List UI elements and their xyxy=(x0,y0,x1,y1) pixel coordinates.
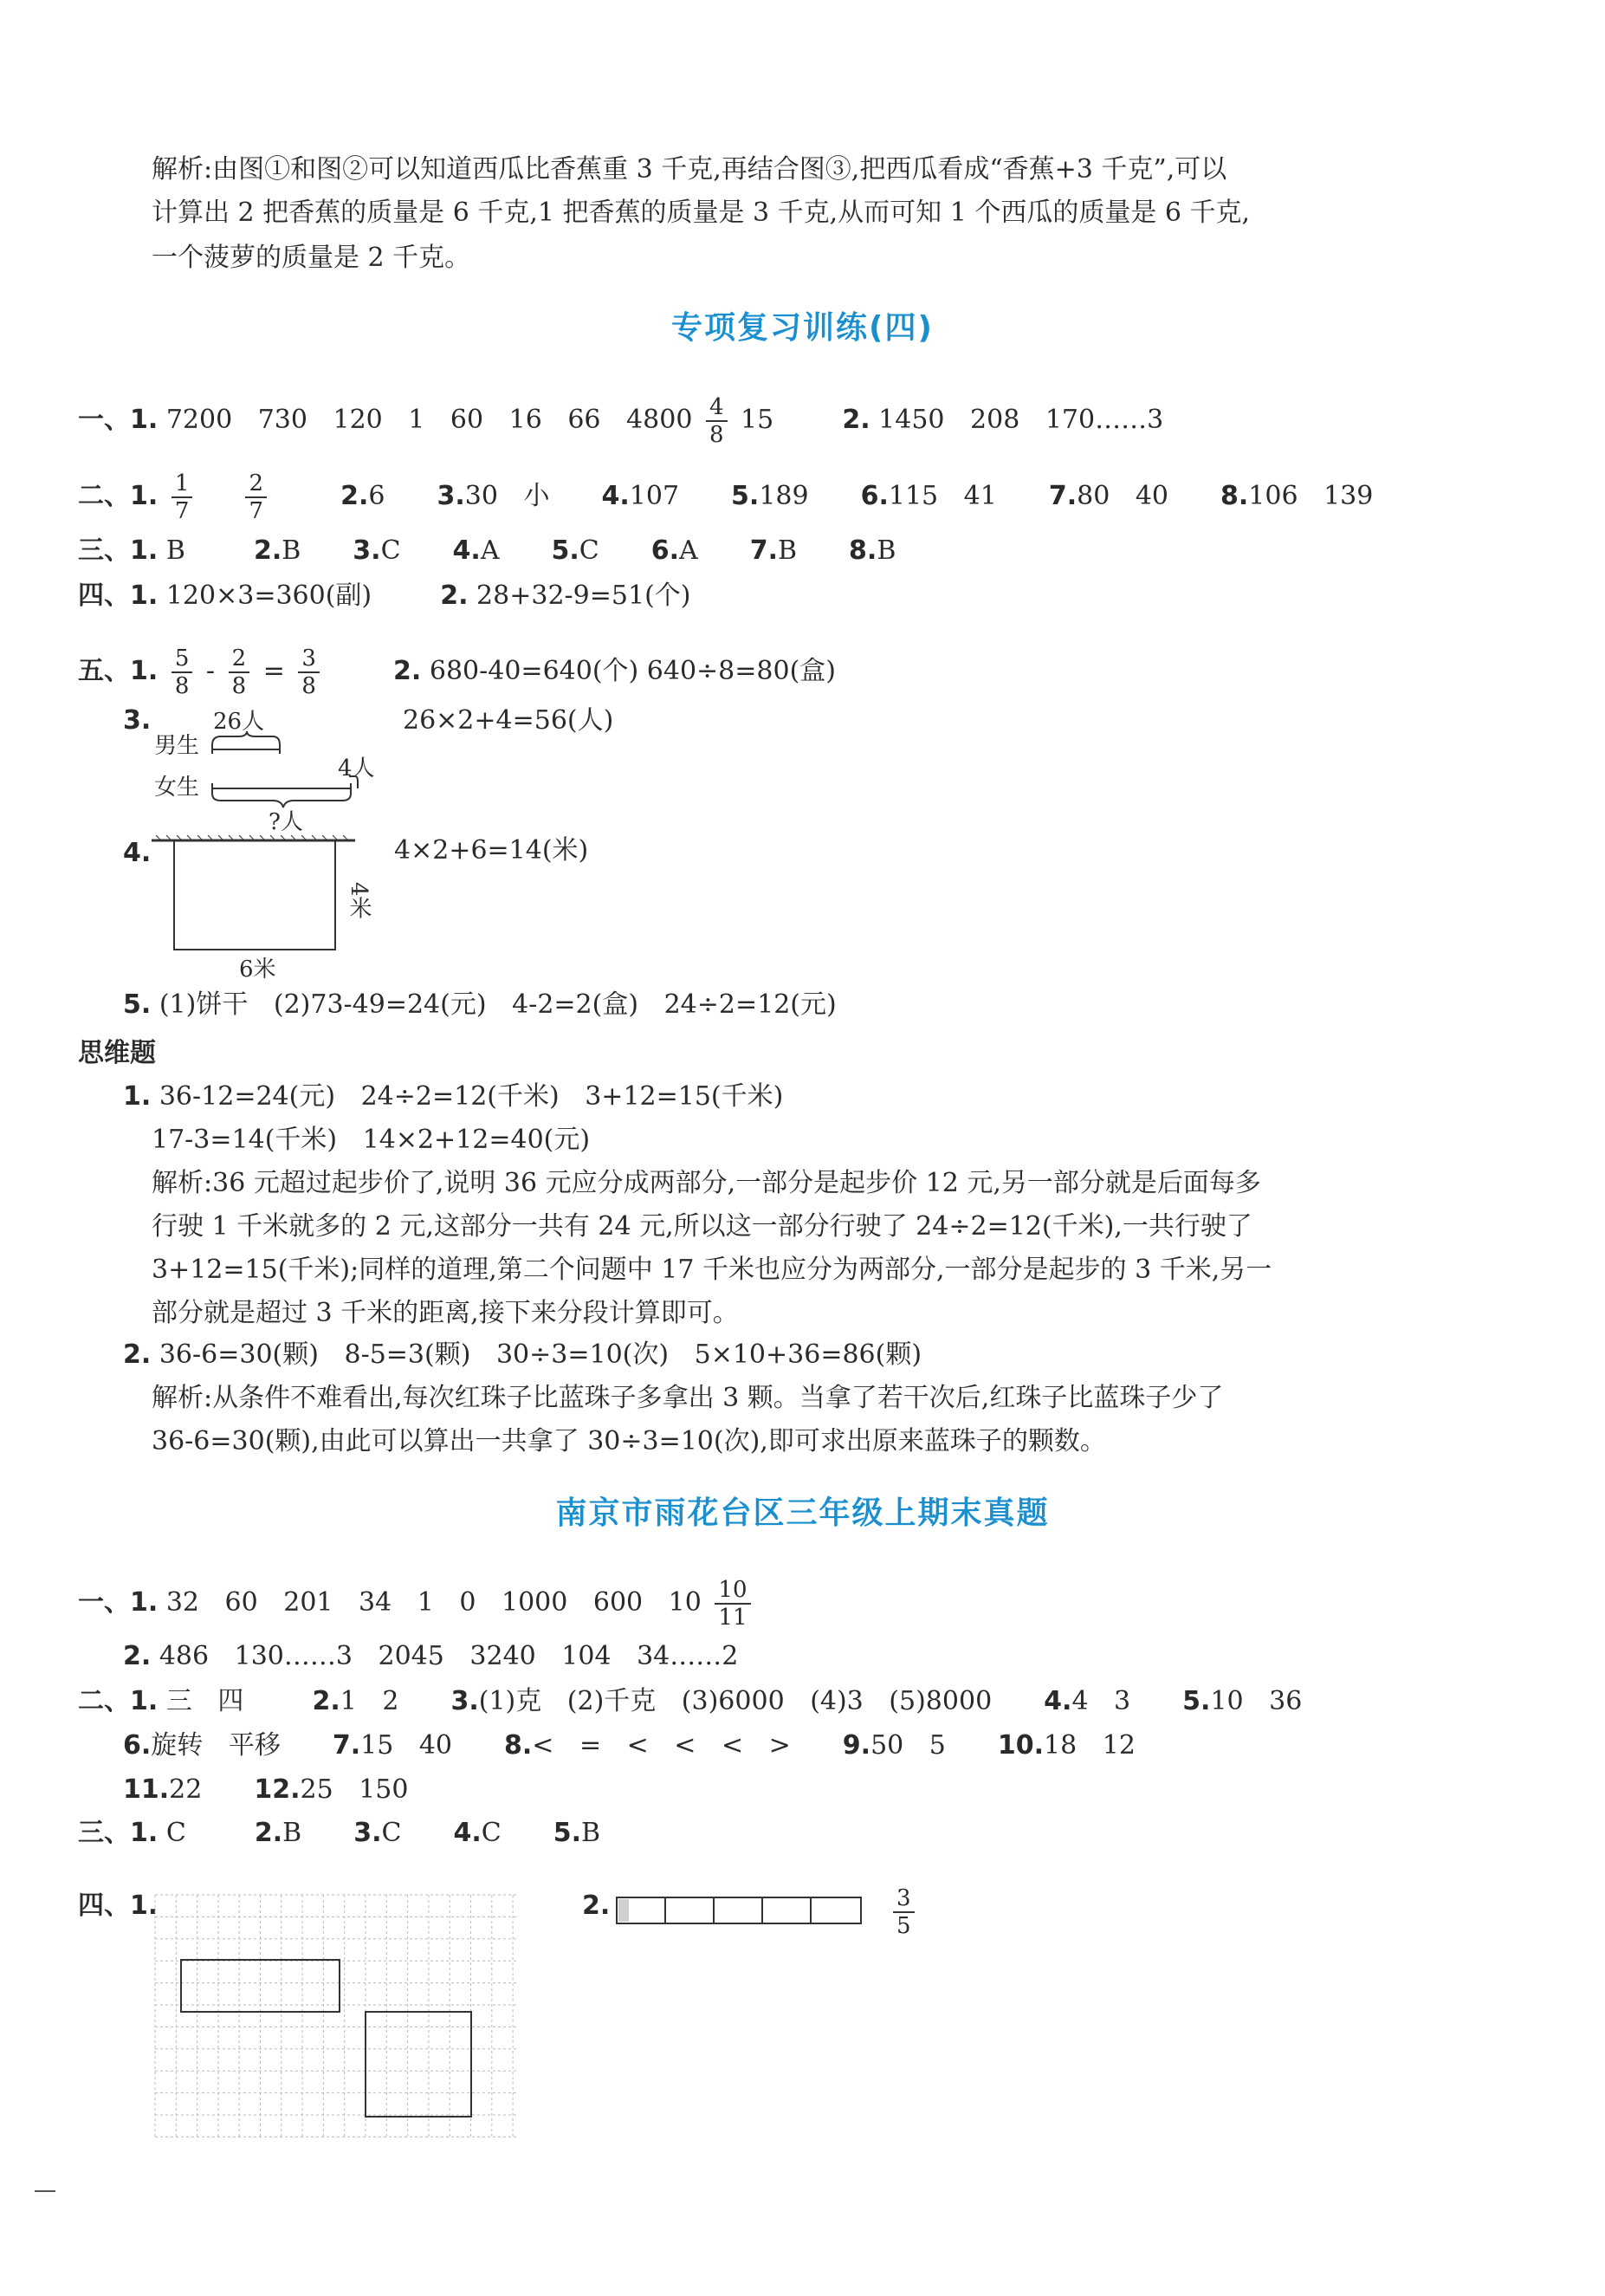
thinking-title: 思维题 xyxy=(78,1038,156,1068)
question-label: 5. xyxy=(731,481,760,511)
s1-q5-row xyxy=(78,645,836,699)
question-label: 4. xyxy=(1044,1686,1072,1716)
thinking-p1-line-1 xyxy=(123,1080,783,1114)
s1-q5-5-row xyxy=(123,988,837,1022)
answer-text: 680-40=640(个) 640÷8=80(盒) xyxy=(429,656,836,686)
grid-drawing xyxy=(154,1894,527,2145)
section-title-1: 专项复习训练(四) xyxy=(671,310,934,346)
question-label: 4. xyxy=(601,481,630,511)
question-label: 11. xyxy=(123,1774,170,1805)
question-label: 二、1. xyxy=(78,1686,159,1716)
thinking-p2-line-1 xyxy=(123,1338,922,1372)
answer-text: 120×3=360(副) xyxy=(165,580,372,611)
question-label: 12. xyxy=(254,1774,301,1805)
answer-text: 25 150 xyxy=(300,1774,409,1805)
fraction: $\frac{10}{11}$ xyxy=(715,1577,750,1631)
fraction: $\frac{2}{7}$ xyxy=(245,470,267,524)
side-length-label: 4米 xyxy=(346,882,372,919)
line-segment-diagram xyxy=(204,728,377,810)
fraction: $\frac{4}{8}$ xyxy=(706,394,728,448)
answer-text: 三 四 xyxy=(165,1686,244,1716)
answer-text: 36-6=30(颗) 8-5=3(颗) 30÷3=10(次) 5×10+36=86(颗) xyxy=(159,1339,922,1370)
answer-text: 4 3 xyxy=(1071,1686,1131,1716)
answer-text: B xyxy=(282,535,301,566)
question-label: 2. xyxy=(123,1339,152,1370)
fraction: $\frac{1}{7}$ xyxy=(172,470,193,524)
question-label: 2. xyxy=(393,656,422,686)
question-label: 2. xyxy=(254,1818,283,1848)
answer-text: 189 xyxy=(759,481,809,511)
question-label: 3. xyxy=(353,535,381,566)
question-label: 1. xyxy=(123,1081,152,1112)
s2-q4-2-fraction-wrap xyxy=(888,1885,920,1939)
answer-text: 1 2 xyxy=(340,1686,399,1716)
answer-text: C xyxy=(481,1818,502,1848)
answer-text: < = < < < > xyxy=(532,1730,791,1761)
question-label: 四、1. xyxy=(78,580,159,611)
rectangle-wall-diagram xyxy=(152,832,364,962)
answer-text: 22 xyxy=(169,1774,203,1805)
question-label: 2. xyxy=(582,1891,611,1921)
question-label: 2. xyxy=(440,580,469,611)
answer-text: 115 41 xyxy=(888,481,997,511)
s1-q4-row xyxy=(78,579,690,613)
s2-q2-row-a xyxy=(78,1684,1354,1719)
answer-text: (1)饼干 (2)73-49=24(元) 4-2=2(盒) 24÷2=12(元) xyxy=(159,989,837,1020)
answer-text: C xyxy=(165,1818,186,1848)
question-label: 2. xyxy=(123,1641,152,1671)
answer-text: B xyxy=(282,1818,302,1848)
question-label: 3. xyxy=(450,1686,479,1716)
question-label: 7. xyxy=(749,535,778,566)
answer-text: 30 小 xyxy=(464,481,550,511)
question-label: 4. xyxy=(123,838,152,868)
answer-list xyxy=(123,1774,460,1805)
s2-q2-row-b xyxy=(123,1728,1188,1763)
s2-q2-row-c xyxy=(123,1773,460,1807)
thinking-p1-analysis-1: 解析:36 元超过起步价了,说明 36 元应分成两部分,一部分是起步价 12 元,另一部分就是后面每多 xyxy=(152,1168,1261,1198)
answer-text: 32 60 201 34 1 0 1000 600 10 xyxy=(165,1587,702,1618)
question-count-label: ?人 xyxy=(269,809,303,835)
s2-q3-row xyxy=(78,1816,652,1851)
answer-text: 15 40 xyxy=(360,1730,452,1761)
question-label: 7. xyxy=(1048,481,1078,511)
answer-text: A xyxy=(679,535,698,566)
question-label: 五、1. xyxy=(78,656,159,686)
answer-text: C xyxy=(579,535,599,566)
answer-text: 50 5 xyxy=(870,1730,946,1761)
intro-line-3: 一个菠萝的质量是 2 千克。 xyxy=(152,243,471,273)
question-label: 8. xyxy=(1220,481,1249,511)
segmented-bar xyxy=(615,1896,866,1927)
question-label: 5. xyxy=(123,989,152,1020)
answer-list xyxy=(123,1730,1188,1761)
answer-text: 36-12=24(元) 24÷2=12(千米) 3+12=15(千米) xyxy=(159,1081,784,1112)
question-label: 5. xyxy=(553,1818,581,1848)
answer-list xyxy=(312,1686,1354,1716)
question-label: 8. xyxy=(849,535,877,566)
s1-q3-row xyxy=(78,534,948,568)
thinking-p1-analysis-3: 3+12=15(千米);同样的道理,第二个问题中 17 千米也应分为两部分,一部分是起步的 3 千米,另一 xyxy=(152,1255,1272,1285)
boys-count-label: 26人 xyxy=(213,709,265,735)
answer-text: 80 40 xyxy=(1077,481,1169,511)
question-label: 9. xyxy=(842,1730,871,1761)
answer-text: B xyxy=(777,535,798,566)
question-label: 四、1. xyxy=(78,1891,159,1921)
question-label: 8. xyxy=(504,1730,533,1761)
question-label: 6. xyxy=(123,1730,152,1761)
fraction: $\frac{5}{8}$ xyxy=(172,645,193,699)
s1-q2-row xyxy=(78,470,1425,524)
question-label: 2. xyxy=(253,535,282,566)
fraction: $\frac{3}{8}$ xyxy=(298,645,320,699)
question-label: 6. xyxy=(650,535,680,566)
answer-text: 486 130……3 2045 3240 104 34……2 xyxy=(159,1641,739,1671)
question-label: 5. xyxy=(551,535,579,566)
girls-label: 女生 xyxy=(154,775,200,801)
answer-text: B xyxy=(581,1818,601,1848)
s2-q1-row xyxy=(78,1577,756,1631)
extra-count-label: 4人 xyxy=(338,756,375,782)
question-label: 10. xyxy=(997,1730,1045,1761)
operator: = xyxy=(262,656,285,686)
thinking-p1-analysis-2: 行驶 1 千米就多的 2 元,这部分一共有 24 元,所以这一部分行驶了 24÷2=12(千米),一共行驶了 xyxy=(152,1211,1252,1242)
question-label: 4. xyxy=(452,535,481,566)
question-label: 4. xyxy=(453,1818,482,1848)
question-label: 2. xyxy=(312,1686,340,1716)
intro-line-1: 解析:由图①和图②可以知道西瓜比香蕉重 3 千克,再结合图③,把西瓜看成“香蕉+3 千克”,可以 xyxy=(152,154,1227,185)
answer-text: 107 xyxy=(629,481,680,511)
answer-text: 旋转 平移 xyxy=(151,1730,281,1761)
thinking-p1-analysis-4: 部分就是超过 3 千米的距离,接下来分段计算即可。 xyxy=(152,1298,739,1328)
question-label: 3. xyxy=(437,481,465,511)
thinking-p1-line-2: 17-3=14(千米) 14×2+12=40(元) xyxy=(152,1125,591,1155)
answer-text: 28+32-9=51(个) xyxy=(476,580,691,611)
fraction: $\frac{2}{8}$ xyxy=(229,645,250,699)
question-label: 3. xyxy=(123,705,152,736)
question-label: 三、1. xyxy=(78,535,159,566)
answer-text: B xyxy=(877,535,896,566)
answer-text: 7200 730 120 1 60 16 66 4800 xyxy=(165,405,693,435)
thinking-p2-analysis-1: 解析:从条件不难看出,每次红珠子比蓝珠子多拿出 3 颗。当拿了若干次后,红珠子比蓝珠子少了 xyxy=(152,1383,1224,1413)
question-label: 7. xyxy=(332,1730,361,1761)
answer-text: (1)克 (2)千克 (3)6000 (4)3 (5)8000 xyxy=(478,1686,993,1716)
section-title-2: 南京市雨花台区三年级上期末真题 xyxy=(555,1495,1050,1531)
operator: - xyxy=(205,656,216,686)
s1-q5-3-equation: 26×2+4=56(人) xyxy=(403,705,614,736)
boys-label: 男生 xyxy=(154,733,200,759)
question-label: 2. xyxy=(340,481,369,511)
question-label: 二、1. xyxy=(78,481,159,511)
fraction: $\frac{3}{5}$ xyxy=(893,1885,915,1939)
answer-text: 1450 208 170……3 xyxy=(878,405,1164,435)
answer-text: A xyxy=(480,535,500,566)
answer-text: 10 36 xyxy=(1210,1686,1303,1716)
answer-list xyxy=(254,535,948,566)
answer-text: 18 12 xyxy=(1044,1730,1136,1761)
answer-text: B xyxy=(165,535,185,566)
answer-text: 106 139 xyxy=(1248,481,1374,511)
question-label: 2. xyxy=(842,405,870,435)
s1-q1-row xyxy=(78,394,1163,448)
s2-q1-2-row xyxy=(123,1639,738,1674)
answer-list xyxy=(255,1818,652,1848)
bottom-length-label: 6米 xyxy=(239,957,276,983)
question-label: 一、1. xyxy=(78,405,159,435)
answer-list xyxy=(340,481,1425,511)
footer-mark xyxy=(35,2190,55,2192)
question-label: 6. xyxy=(860,481,889,511)
answer-text: C xyxy=(381,1818,402,1848)
answer-text: 6 xyxy=(368,481,385,511)
s1-q5-4-equation: 4×2+6=14(米) xyxy=(394,835,589,866)
question-label: 一、1. xyxy=(78,1587,159,1618)
answer-text: 15 xyxy=(741,405,774,435)
answer-text: C xyxy=(380,535,401,566)
question-label: 三、1. xyxy=(78,1818,159,1848)
question-label: 3. xyxy=(353,1818,382,1848)
intro-line-2: 计算出 2 把香蕉的质量是 6 千克,1 把香蕉的质量是 3 千克,从而可知 1 个西瓜的质量是 6 千克, xyxy=(152,198,1251,228)
question-label: 5. xyxy=(1182,1686,1211,1716)
thinking-p2-analysis-2: 36-6=30(颗),由此可以算出一共拿了 30÷3=10(次),即可求出原来蓝珠子的颗数。 xyxy=(152,1426,1106,1456)
